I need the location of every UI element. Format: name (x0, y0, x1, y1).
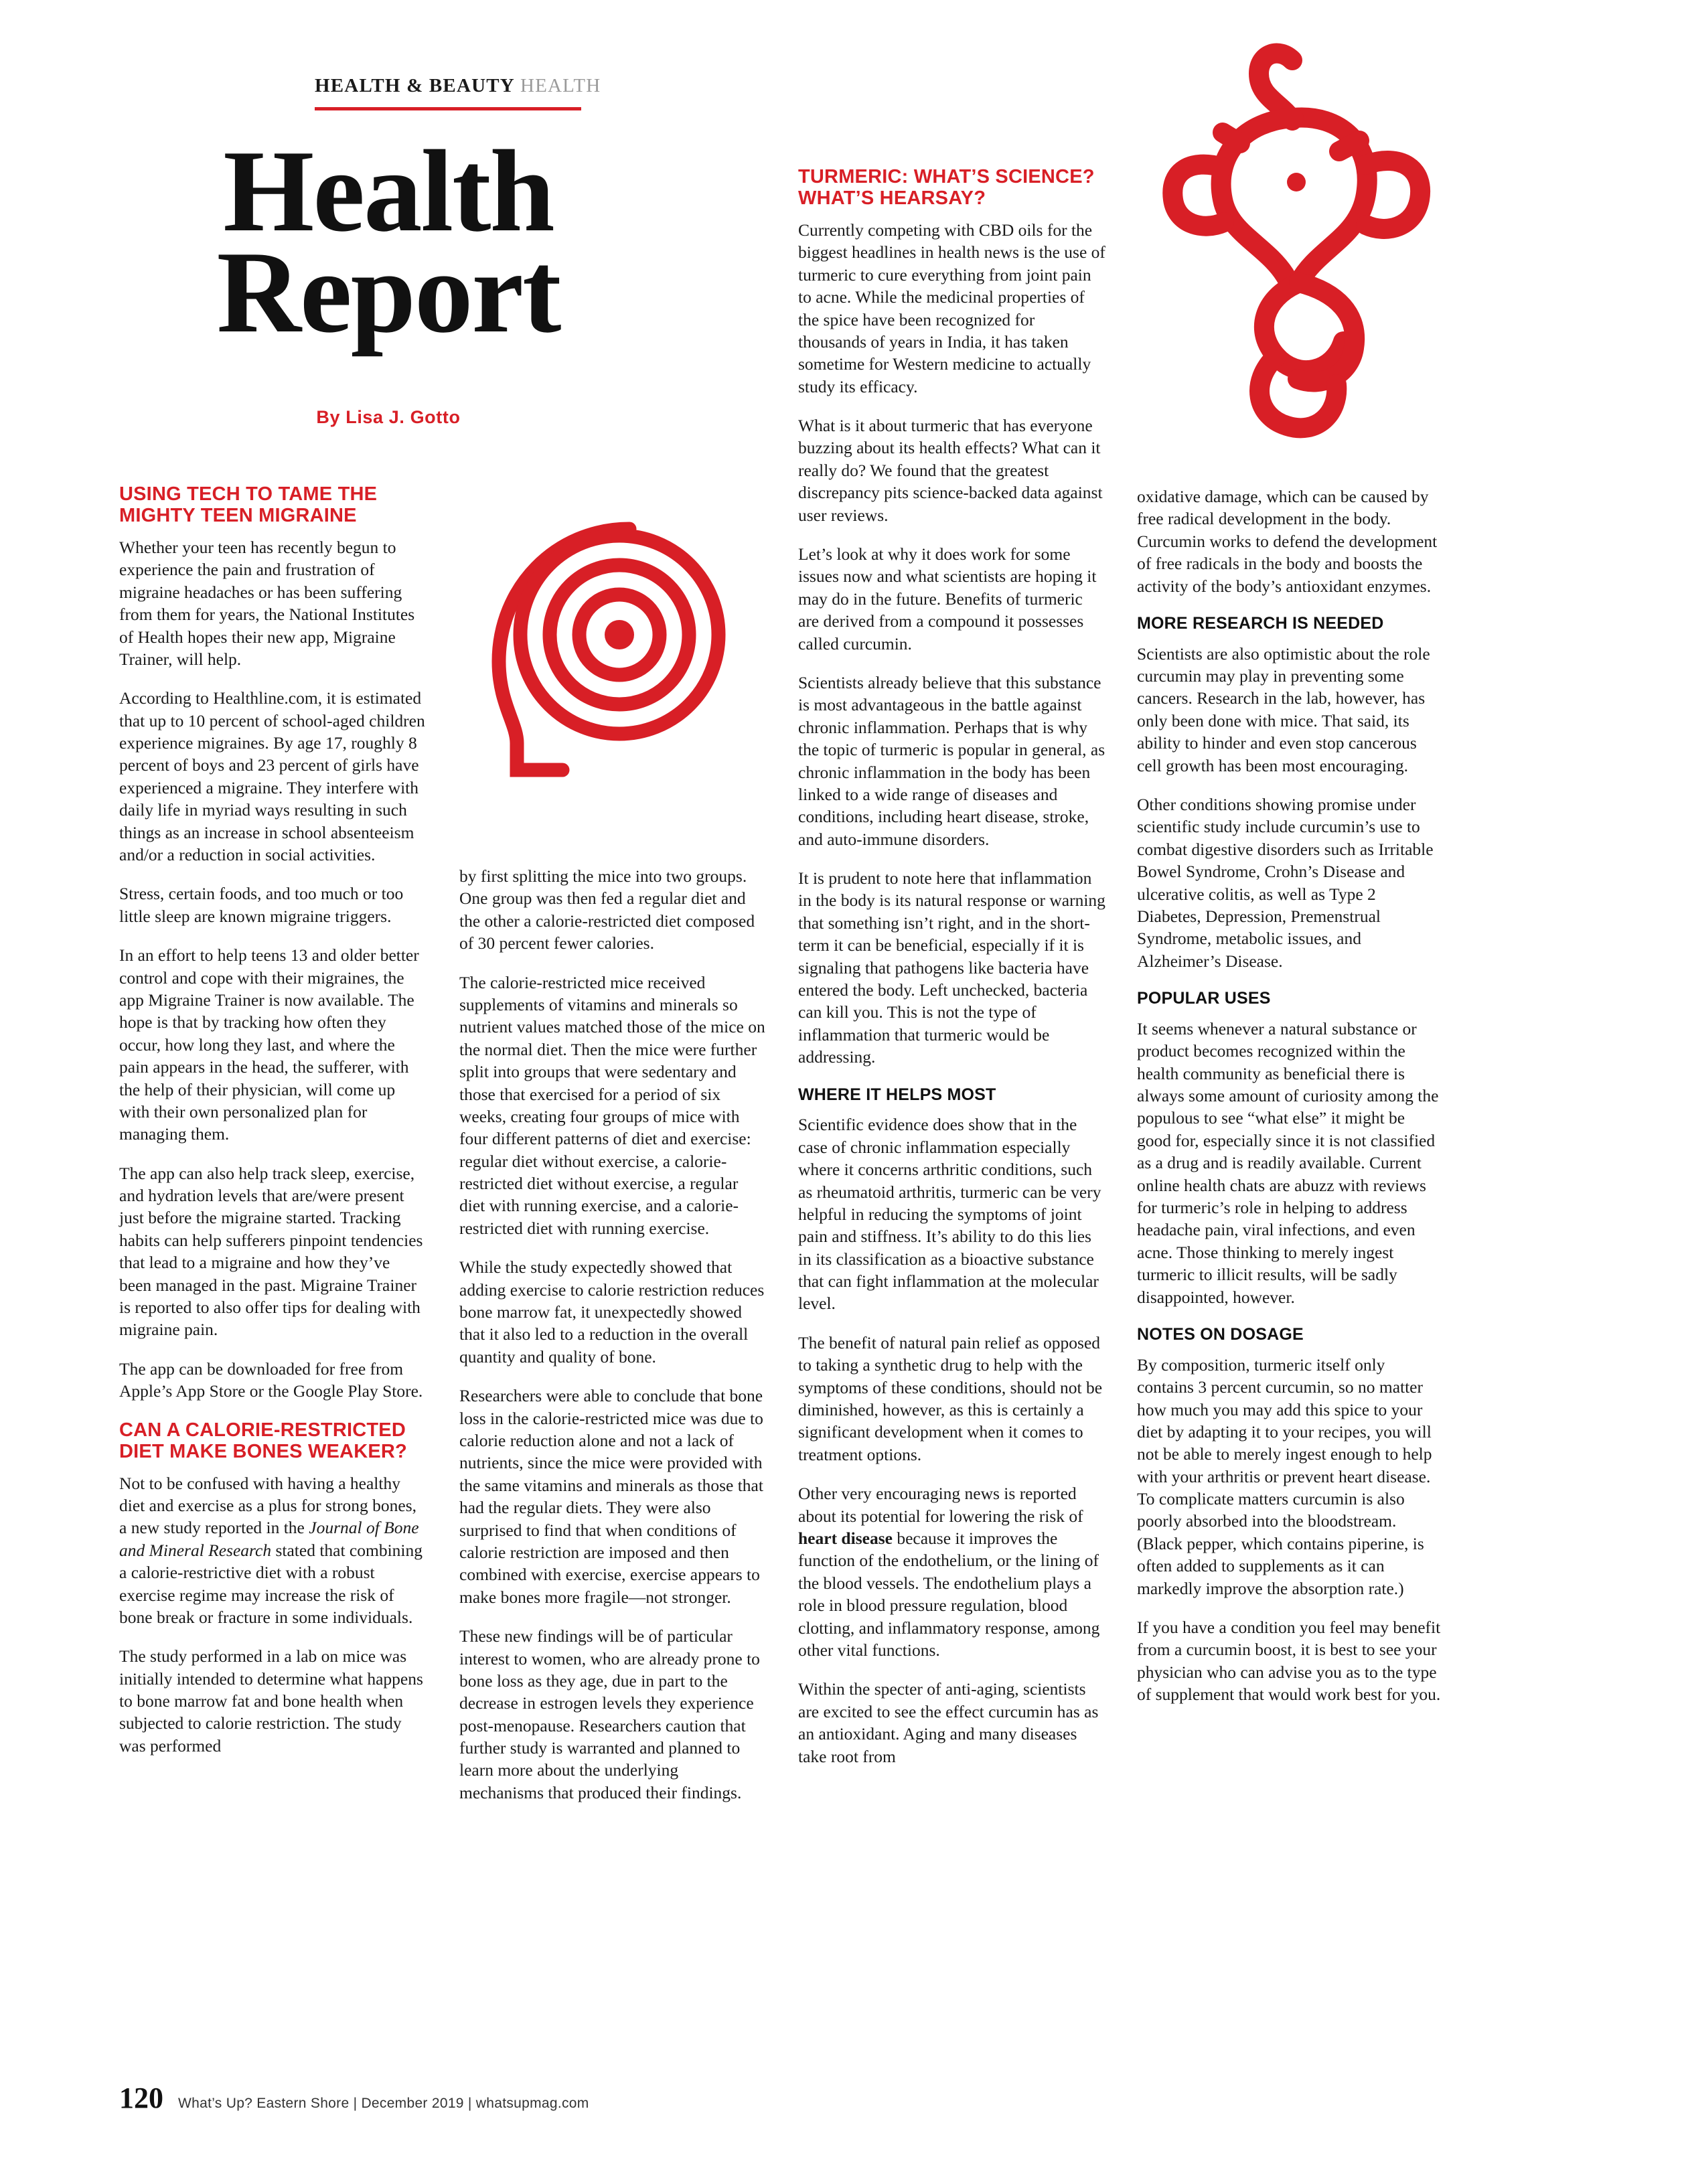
paragraph: The app can also help track sleep, exercise, and hydration levels that are/were present just before the migraine started. Tracking habits can help sufferers pinpoint tendencies that lead to a migraine and how they’ve been managed in the past. Migraine Trainer is reported to also offer tips for dealing with migraine pain. (119, 1163, 423, 1340)
paragraph: The benefit of natural pain relief as opposed to taking a synthetic drug to help with the symptoms of these conditions, should not be diminished, however, as this is certainly a significant development when it comes to treatment options. (798, 1332, 1103, 1464)
emphasis-heart-disease: heart disease (798, 1529, 893, 1548)
paragraph: The calorie-restricted mice received supplements of vitamins and minerals so nutrient values matched those of the mice on the normal diet. Then the mice were further split into groups that were sedentary and those that exercised for a period of six weeks, creating four groups of mice with four different patterns of diet and exercise: regular diet without exercise, a calorie-restricted diet without exercise, a regular diet with running exercise, and a calorie-restricted diet with running exercise. (459, 972, 765, 1238)
article-column-3 (798, 166, 1106, 1768)
paragraph: It seems whenever a natural substance or product becomes recognized within the health community as beneficial there is always some amount of curiosity among the populous to see “what else” it might be good for, especially since it is not classified as a drug and is readily available. Current online health chats are abuzz with reviews for turmeric’s role in helping to address headache pain, viral infections, and even acne. Those thinking to merely ingest turmeric to illicit results, will be sadly disappointed, however. (1137, 1018, 1439, 1307)
paragraph: Scientific evidence does show that in the case of chronic inflammation especially where it concerns arthritic conditions, such as rheumatoid arthritis, turmeric can be very helpful in reducing the symptoms of joint pain and stiffness. It’s ability to do this lies in its classification as a bioactive substance that can fight inflammation at the molecular level. (798, 1115, 1101, 1314)
heading-calorie-restricted: CAN A CALORIE-RESTRICTED DIET MAKE BONES WEAKER? (119, 1419, 407, 1463)
text-run: Other very encouraging news is reported about its potential for lowering the risk of (798, 1484, 1083, 1526)
paragraph: Scientists are also optimistic about the role curcumin may play in preventing some cancers. Research in the lab, however, has only been done with mice. That said, its ability to hinder and even stop cancerous cell growth has been most encouraging. (1137, 643, 1430, 775)
head-spiral-icon (462, 489, 763, 810)
paragraph: The app can be downloaded for free from Apple’s App Store or the Google Play Store. (119, 1358, 423, 1401)
paragraph: Scientists already believe that this substance is most advantageous in the battle against chronic inflammation. Perhaps that is why the topic of turmeric is popular in general, as chronic inflammation in the body has been linked to a wide range of diseases and conditions, including heart disease, stroke, and auto-immune disorders. (798, 672, 1105, 849)
heading-turmeric: TURMERIC: WHAT’S SCIENCE? WHAT’S HEARSAY? (798, 166, 1095, 210)
text-run: stated that combining a calorie-restrictive diet with a robust exercise regime may increase the risk of bone break or fracture in some individuals. (119, 1540, 423, 1627)
kicker-divider (315, 107, 581, 110)
article-column-4 (1137, 485, 1442, 1706)
paragraph: The study performed in a lab on mice was initially intended to determine what happens to bone marrow fat and bone health when subjected to calorie restriction. The study was performed (119, 1646, 423, 1756)
footer-publication-info: What’s Up? Eastern Shore | December 2019 | whatsupmag.com (178, 2096, 589, 2111)
kicker-secondary: HEALTH (520, 75, 601, 96)
byline: By Lisa J. Gotto (316, 407, 461, 427)
paragraph-journal (119, 1472, 426, 1629)
kicker-primary: HEALTH & BEAUTY (315, 75, 515, 96)
folio-page-number: 120 (119, 2082, 163, 2114)
paragraph: Other conditions showing promise under scientific study include curcumin’s use to combat digestive disorders such as Irritable Bowel Syndrome, Crohn’s Disease and ulcerative colitis, as well as Type 2 Diabetes, Depression, Premenstrual Syndrome, metabolic issues, and Alzheimer’s Disease. (1137, 795, 1434, 971)
section-kicker (315, 75, 783, 97)
paragraph: By composition, turmeric itself only contains 3 percent curcumin, so no matter how much you may add this spice to your diet by adapting it to your recipes, you will not be able to merely ingest enough to help with your arthritis or prevent heart disease. To complicate matters curcumin is also poorly absorbed into the bloodstream. (Black pepper, which contains piperine, is often added to supplements as it can markedly improve the absorption rate.) (1137, 1354, 1432, 1598)
article-column-1 (119, 483, 426, 1757)
heading-popular-uses: POPULAR USES (1137, 989, 1271, 1008)
text-run: Not to be confused with having a healthy diet and exercise as a plus for strong bones, a new study reported in the (119, 1473, 416, 1538)
paragraph: oxidative damage, which can be caused by free radical development in the body. Curcumin works to defend the development of free radicals in the body and boosts the activity of the body’s antioxidant enzymes. (1137, 487, 1438, 596)
paragraph: It is prudent to note here that inflammation in the body is its natural response or warning that something isn’t right, and in the short-term it can be beneficial, especially if it is signaling that pathogens like bacteria have entered the body. Left unchecked, bacteria can kill you. This is not the type of inflammation that turmeric would be addressing. (798, 868, 1105, 1067)
paragraph: Let’s look at why it does work for some issues now and what scientists are hoping it may do in the future. Benefits of turmeric are derived from a compound it possesses called curcumin. (798, 544, 1097, 653)
paragraph: Currently competing with CBD oils for the biggest headlines in health news is the use of turmeric to cure everything from joint pain to acne. While the medicinal properties of the spice have been recognized for thousands of years in India, it has taken sometime for Western medicine to actually study its efficacy. (798, 220, 1105, 396)
article-column-2 (459, 865, 766, 1804)
paragraph-heart-disease (798, 1482, 1106, 1661)
turmeric-root-icon (1138, 33, 1453, 462)
title-line-1: Health (223, 126, 554, 256)
heading-where-it-helps: WHERE IT HELPS MOST (798, 1085, 996, 1104)
paragraph: Researchers were able to conclude that bone loss in the calorie-restricted mice was due to calorie reduction alone and not a lack of nutrients, since the mice were provided with the same vitamins and minerals as those that had the regular diets. They were also surprised to find that when conditions of calorie restriction are imposed and then combined with exercise, exercise appears to make bones more fragile—not stronger. (459, 1386, 763, 1607)
title-line-2: Report (216, 226, 560, 357)
page-title (121, 126, 656, 357)
paragraph: by first splitting the mice into two groups. One group was then fed a regular diet and the other a calorie-restricted diet composed of 30 percent fewer calories. (459, 866, 755, 953)
paragraph: What is it about turmeric that has everyone buzzing about its health effects? What can it really do? We found that the greatest discrepancy pits science-backed data against user reviews. (798, 416, 1103, 525)
journal-title: Journal of Bone and Mineral Research (119, 1518, 419, 1560)
text-run: because it improves the function of the endothelium, or the lining of the blood vessels. The endothelium plays a role in blood pressure regulation, blood clotting, and inflammatory response, among other vital functions. (798, 1529, 1100, 1660)
paragraph: Stress, certain foods, and too much or too little sleep are known migraine triggers. (119, 884, 404, 926)
page-footer (119, 2081, 589, 2115)
paragraph: If you have a condition you feel may benefit from a curcumin boost, it is best to see your physician who can advise you as to the type of supplement that would work best for you. (1137, 1618, 1441, 1705)
paragraph: Within the specter of anti-aging, scientists are excited to see the effect curcumin has as an antioxidant. Aging and many diseases take root from (798, 1679, 1099, 1766)
heading-more-research: MORE RESEARCH IS NEEDED (1137, 613, 1384, 633)
paragraph: According to Healthline.com, it is estimated that up to 10 percent of school-aged children experience migraines. By age 17, roughly 8 percent of boys and 23 percent of girls have experienced a migraine. They interfere with daily life in myriad ways resulting in such things as an increase in school absenteeism and/or a reduction in social activities. (119, 688, 425, 865)
paragraph: While the study expectedly showed that adding exercise to calorie restriction reduces bone marrow fat, it unexpectedly showed that it also led to a reduction in the overall quantity and quality of bone. (459, 1257, 765, 1367)
heading-notes-on-dosage: NOTES ON DOSAGE (1137, 1325, 1304, 1344)
paragraph: These new findings will be of particular interest to women, who are already prone to bone loss as they age, due in part to the decrease in estrogen levels they experience post-menopause. Researchers caution that further study is warranted and planned to learn more about the underlying mechanisms that produced their findings. (459, 1626, 760, 1802)
heading-teen-migraine: USING TECH TO TAME THE MIGHTY TEEN MIGRAINE (119, 483, 378, 527)
paragraph: In an effort to help teens 13 and older better control and cope with their migraines, the app Migraine Trainer is now available. The hope is that by tracking how often they occur, how long they last, and where the pain appears in the head, the sufferer, with the help of their physician, will come up with their own personalized plan for managing them. (119, 945, 419, 1144)
paragraph: Whether your teen has recently begun to experience the pain and frustration of migraine headaches or has been suffering from them for years, the National Institutes of Health hopes their new app, Migraine Trainer, will help. (119, 537, 415, 669)
